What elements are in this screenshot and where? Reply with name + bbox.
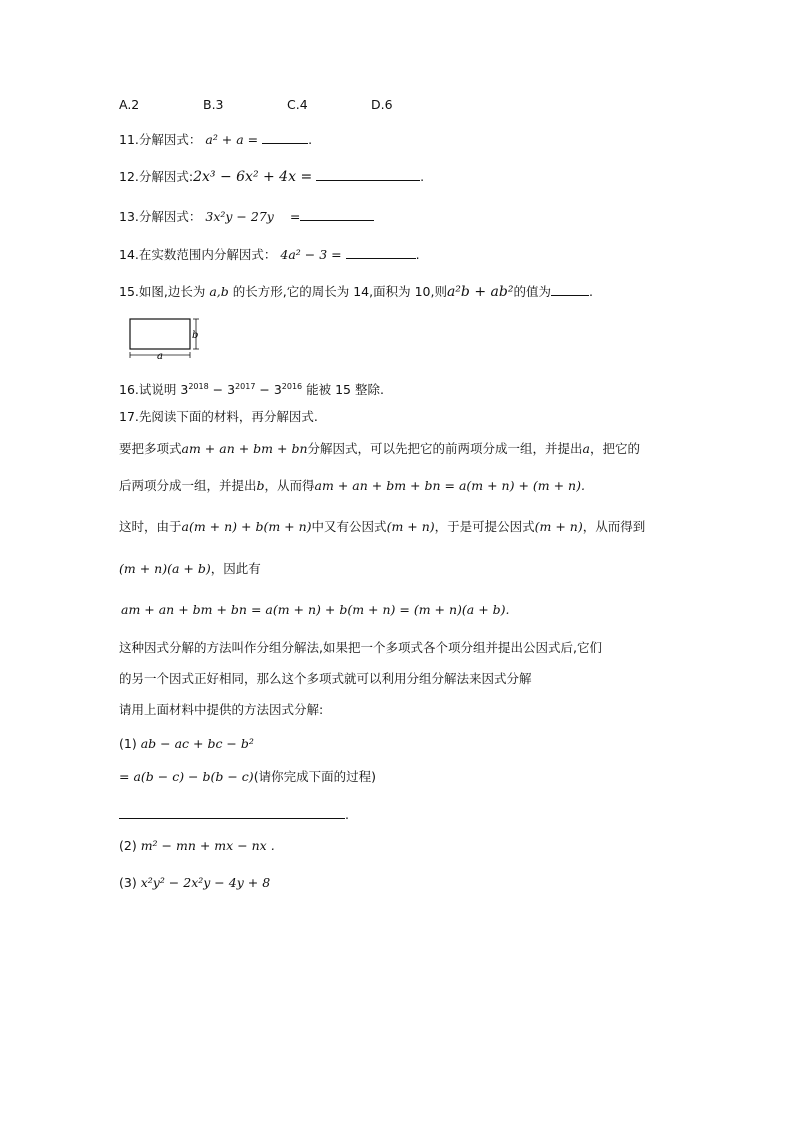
q14-period: . bbox=[415, 247, 420, 262]
q12-answer-blank[interactable] bbox=[316, 168, 420, 181]
question-15 bbox=[119, 283, 593, 301]
q12-label: 12.分解因式: bbox=[119, 169, 194, 184]
q17-p1-var: a bbox=[582, 441, 590, 456]
q17-sub-1-note: (请你完成下面的过程) bbox=[253, 769, 376, 784]
q15-expression: a²b + ab² bbox=[446, 284, 514, 300]
q17-p1-text-b: 分解因式，可以先把它的前两项分成一组，并提出 bbox=[307, 441, 583, 456]
q16-minus-2: − 3 bbox=[255, 382, 282, 397]
q17-sub-3 bbox=[119, 874, 270, 892]
q11-answer-blank[interactable] bbox=[262, 131, 308, 144]
q17-sub-1-expression: ab − ac + bc − b² bbox=[140, 736, 254, 751]
q14-answer-blank[interactable] bbox=[346, 246, 416, 259]
choice-b: B.3 bbox=[203, 97, 224, 112]
q17-p1-text-c: ，把它的 bbox=[589, 441, 640, 456]
q17-paragraph-line-6: 这种因式分解的方法叫作分组分解法,如果把一个多项式各个项分组并提出公因式后,它们 bbox=[119, 640, 602, 655]
q17-p1-expression: am + an + bm + bn bbox=[181, 441, 308, 456]
choice-d: D.6 bbox=[371, 97, 393, 112]
q17-sub-1-step bbox=[119, 768, 376, 786]
question-16 bbox=[119, 378, 384, 399]
q11-period: . bbox=[308, 132, 313, 147]
rectangle-figure bbox=[126, 316, 206, 360]
q15-vars: a,b bbox=[209, 284, 229, 299]
q11-label: 11.分解因式： bbox=[119, 132, 202, 147]
q17-equation-line bbox=[121, 601, 510, 619]
q13-equals: = bbox=[289, 209, 301, 224]
q14-label: 14.在实数范围内分解因式： bbox=[119, 247, 277, 262]
q17-sub-1-answer-blank[interactable] bbox=[119, 806, 345, 819]
q17-sub-1-period: . bbox=[345, 807, 349, 822]
q16-text-1: 16.试说明 3 bbox=[119, 382, 189, 397]
q17-sub-2 bbox=[119, 837, 275, 855]
q11-expression: a² + a = bbox=[205, 132, 259, 147]
q17-p2-text-a: 后两项分成一组，并提出 bbox=[119, 478, 257, 493]
rectangle-shape bbox=[130, 319, 190, 349]
question-13 bbox=[119, 208, 374, 226]
q17-sub-1 bbox=[119, 735, 254, 753]
question-14 bbox=[119, 246, 420, 264]
q15-period: . bbox=[588, 284, 593, 299]
q15-answer-blank[interactable] bbox=[551, 283, 589, 296]
q14-expression: 4a² − 3 = bbox=[280, 247, 342, 262]
q17-instruction: 请用上面材料中提供的方法因式分解: bbox=[119, 702, 324, 717]
q13-expression: 3x²y − 27y bbox=[205, 209, 274, 224]
choice-c: C.4 bbox=[287, 97, 308, 112]
q15-text-1: 15.如图,边长为 bbox=[119, 284, 206, 299]
q17-sub-2-expression: m² − mn + mx − nx . bbox=[140, 838, 275, 853]
q17-p3-expression: a(m + n) + b(m + n) bbox=[181, 519, 312, 534]
q17-p4-text: ，因此有 bbox=[210, 561, 261, 576]
q12-period: . bbox=[420, 169, 425, 184]
q17-sub-1-answer-line bbox=[119, 806, 349, 824]
q16-exponent-2: 2017 bbox=[235, 382, 256, 391]
q17-p2-expression: am + an + bm + bn = a(m + n) + (m + n). bbox=[314, 478, 585, 493]
q17-p3-expression-2: (m + n) bbox=[386, 519, 435, 534]
q15-text-2: 的长方形,它的周长为 14,面积为 10,则 bbox=[232, 284, 447, 299]
choices-row bbox=[119, 96, 455, 114]
q17-sub-1-label: (1) bbox=[119, 736, 137, 751]
q17-p2-text-b: ，从而得 bbox=[264, 478, 315, 493]
q17-p3-text-c: ，于是可提公因式 bbox=[434, 519, 535, 534]
q17-p1-text-a: 要把多项式 bbox=[119, 441, 182, 456]
q17-p3-text-d: ，从而得到 bbox=[582, 519, 646, 534]
q17-p3-expression-3: (m + n) bbox=[534, 519, 583, 534]
choice-a: A.2 bbox=[119, 97, 140, 112]
q17-paragraph-line-1 bbox=[119, 440, 640, 458]
q17-title: 17.先阅读下面的材料，再分解因式. bbox=[119, 409, 318, 424]
label-b: b bbox=[192, 330, 199, 341]
q12-expression: 2x³ − 6x² + 4x = bbox=[193, 169, 313, 185]
q17-p4-expression: (m + n)(a + b) bbox=[119, 561, 211, 576]
q15-text-3: 的值为 bbox=[513, 284, 551, 299]
q16-exponent-1: 2018 bbox=[188, 382, 209, 391]
q17-paragraph-line-2 bbox=[119, 477, 585, 495]
q17-sub-1-step-expression: = a(b − c) − b(b − c) bbox=[119, 769, 254, 784]
q17-p3-text-b: 中又有公因式 bbox=[311, 519, 387, 534]
q17-p2-var: b bbox=[256, 478, 265, 493]
q17-p5-expression: am + an + bm + bn = a(m + n) + b(m + n) = (m + n)(a + b). bbox=[121, 602, 510, 617]
q17-sub-3-label: (3) bbox=[119, 875, 137, 890]
q13-label: 13.分解因式： bbox=[119, 209, 202, 224]
label-a: a bbox=[157, 351, 163, 360]
q17-p3-text-a: 这时，由于 bbox=[119, 519, 182, 534]
q17-sub-3-expression: x²y² − 2x²y − 4y + 8 bbox=[140, 875, 271, 890]
q17-paragraph-line-4 bbox=[119, 560, 261, 578]
q16-exponent-3: 2016 bbox=[281, 382, 303, 391]
q17-paragraph-line-7: 的另一个因式正好相同，那么这个多项式就可以利用分组分解法来因式分解 bbox=[119, 671, 532, 686]
q17-sub-2-label: (2) bbox=[119, 838, 137, 853]
q13-answer-blank[interactable] bbox=[300, 208, 374, 221]
question-11 bbox=[119, 131, 312, 149]
q17-paragraph-line-3 bbox=[119, 518, 645, 536]
q16-text-2: 能被 15 整除. bbox=[302, 382, 384, 397]
q16-minus-1: − 3 bbox=[208, 382, 236, 397]
question-12 bbox=[119, 168, 424, 186]
